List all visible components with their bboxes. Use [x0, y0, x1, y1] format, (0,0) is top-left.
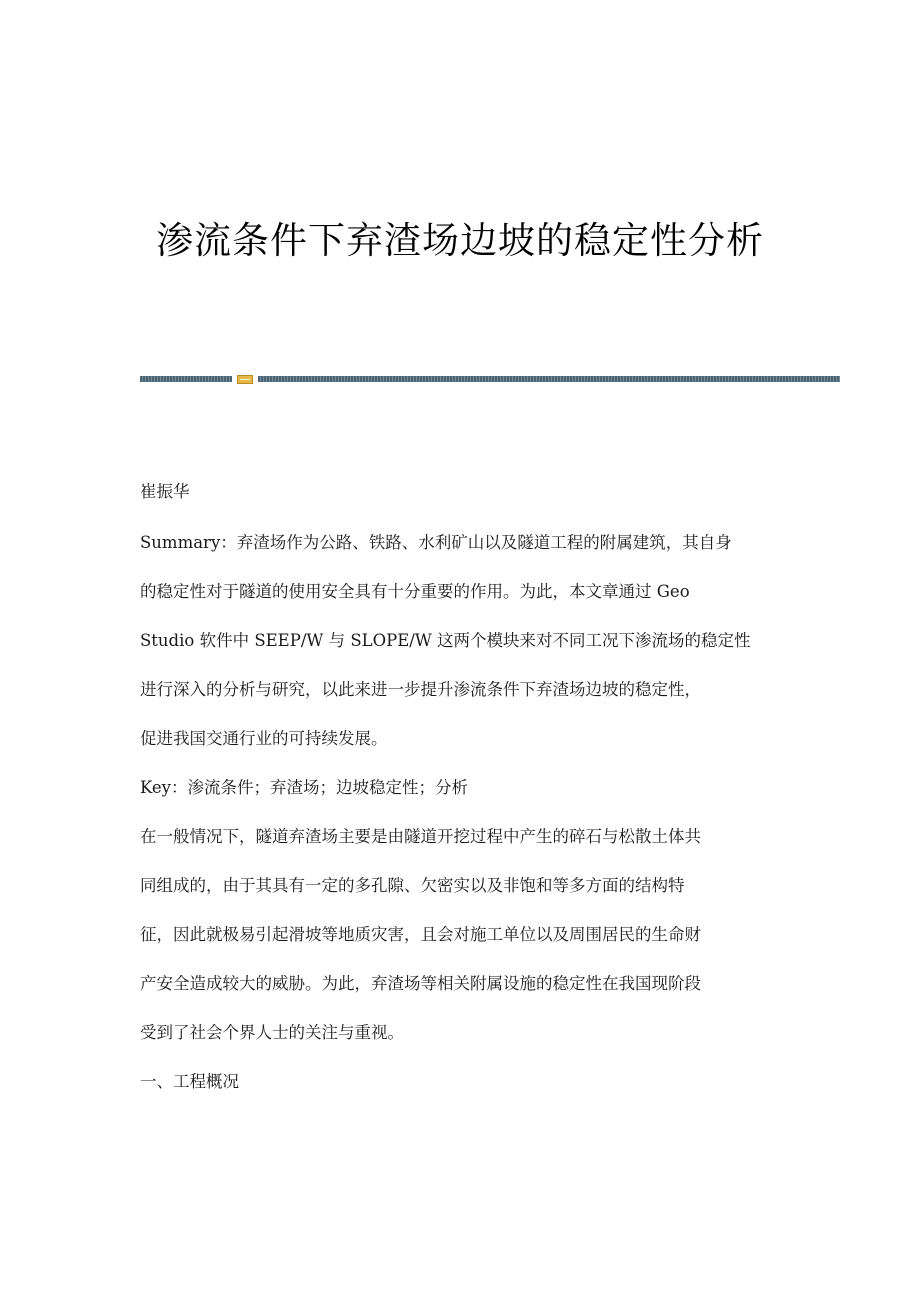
- divider-bar-right: [258, 376, 840, 382]
- section-heading: 一、工程概况: [140, 1072, 239, 1091]
- document-body: [140, 467, 790, 1106]
- intro-line: 受到了社会个界人士的关注与重视。: [140, 1023, 404, 1042]
- divider-ornament-icon: [237, 375, 253, 384]
- intro-line: 产安全造成较大的威胁。为此，弃渣场等相关附属设施的稳定性在我国现阶段: [140, 974, 701, 993]
- title-divider: [140, 375, 840, 384]
- intro-line: 征，因此就极易引起滑坡等地质灾害，且会对施工单位以及周围居民的生命财: [140, 925, 701, 944]
- keywords-line: Key：渗流条件；弃渣场；边坡稳定性；分析: [140, 778, 468, 797]
- summary-line: 的稳定性对于隧道的使用安全具有十分重要的作用。为此，本文章通过 Geo: [140, 582, 690, 601]
- document-title: 渗流条件下弃渣场边坡的稳定性分析: [156, 219, 764, 262]
- author-name: 崔振华: [140, 482, 190, 501]
- summary-line: 进行深入的分析与研究，以此来进一步提升渗流条件下弃渣场边坡的稳定性，: [140, 680, 701, 699]
- divider-bar-left: [140, 376, 232, 382]
- intro-paragraph: [140, 812, 790, 1057]
- summary-line: 促进我国交通行业的可持续发展。: [140, 729, 388, 748]
- intro-line: 同组成的，由于其具有一定的多孔隙、欠密实以及非饱和等多方面的结构特: [140, 876, 685, 895]
- summary-line: Summary：弃渣场作为公路、铁路、水利矿山以及隧道工程的附属建筑，其自身: [140, 533, 732, 552]
- summary-line: Studio 软件中 SEEP/W 与 SLOPE/W 这两个模块来对不同工况下渗流场的稳定性: [140, 631, 751, 650]
- intro-line: 在一般情况下，隧道弃渣场主要是由隧道开挖过程中产生的碎石与松散土体共: [140, 827, 701, 846]
- summary-paragraph: [140, 518, 790, 763]
